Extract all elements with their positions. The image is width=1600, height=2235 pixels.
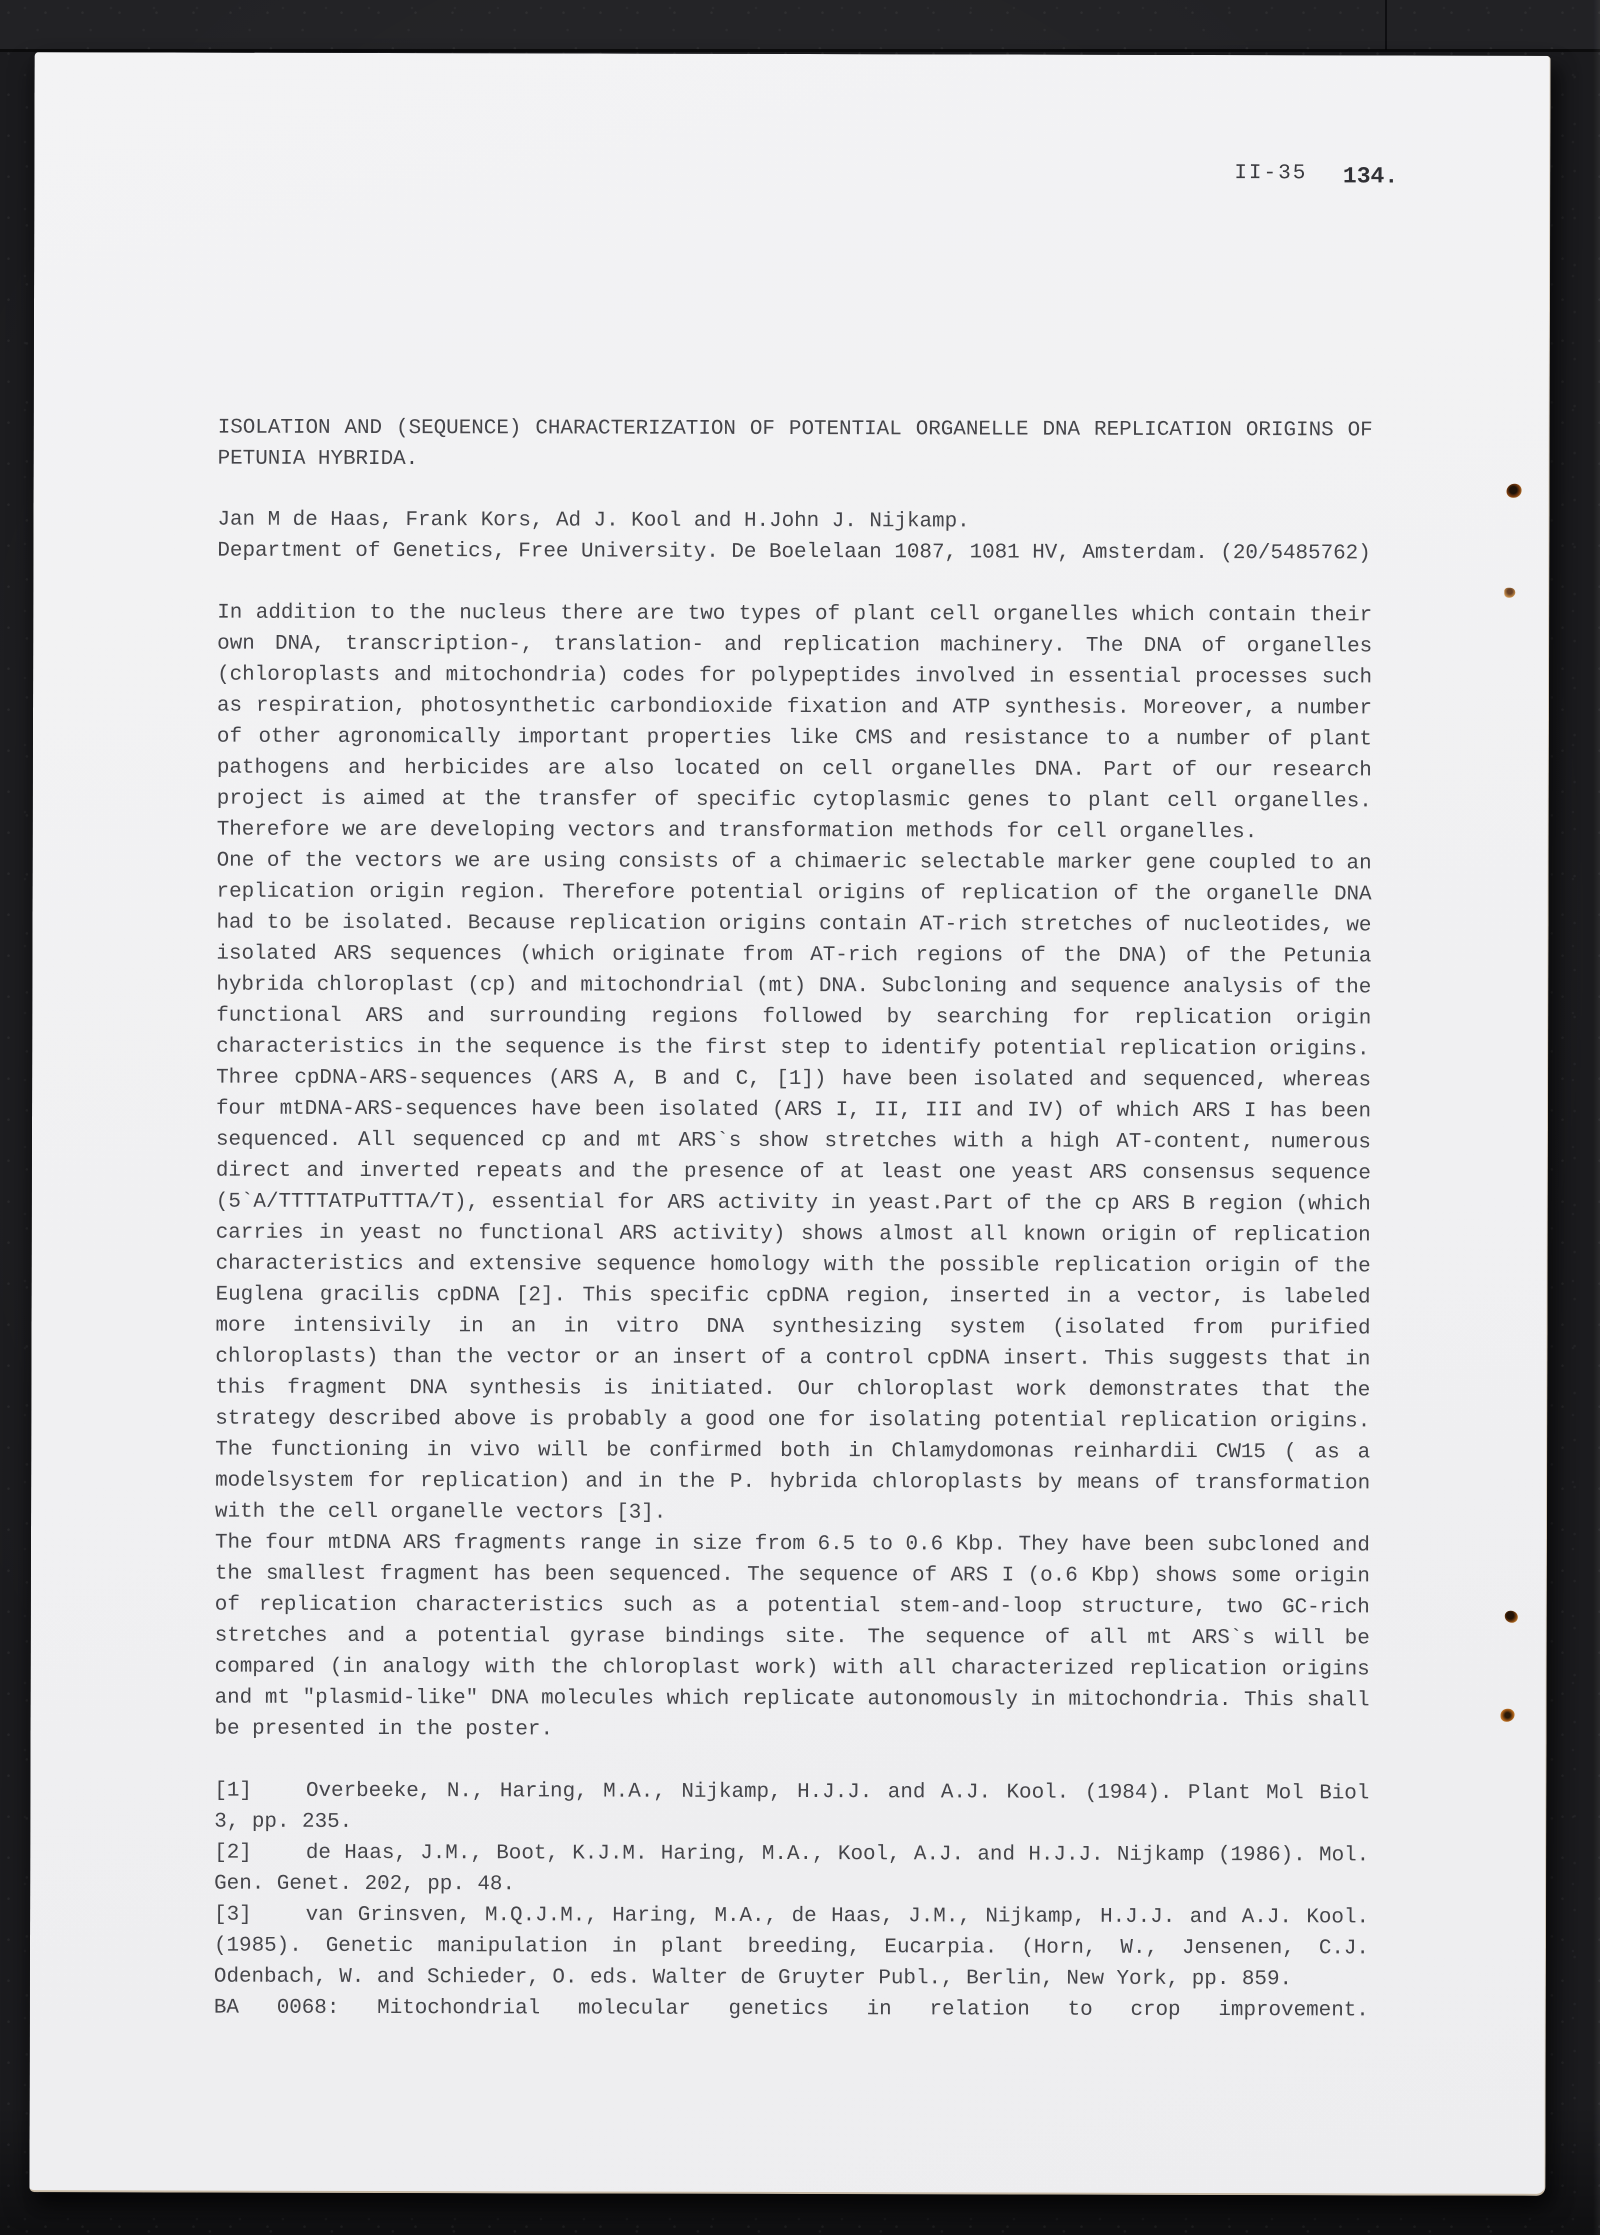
footer-line: BA 0068: Mitochondrial molecular genetics in relation to crop improvement.: [213, 1996, 1369, 2023]
backdrop-top-band: [0, 0, 1600, 49]
abstract-paragraph-3: Three cpDNA-ARS-sequences (ARS A, B and C, [1]) have been isolated and sequenced, whereas four mtDNA-ARS-sequences have been isolated (ARS I, II, III and IV) of which ARS I has been sequenced. All sequenced cp and mt ARS`s show stretches with a high AT-content, numerous direct and inverted repeats and the presence of at least one yeast ARS consensus sequence (5`A/TTTTATPuTTTA/T), essential for ARS activity in yeast.Part of the cp ARS B region (which carries in yeast no functional ARS activity) shows almost all known origin of replication characteristics and extensive sequence homology with the possible replication origin of the Euglena gracilis cpDNA [2]. This specific cpDNA region, inserted in a vector, is labeled more intensivily in an in vitro DNA synthesizing system (isolated from purified chloroplasts) than the vector or an insert of a control cpDNA insert. This suggests that in this fragment DNA synthesis is initiated. Our chloroplast work demonstrates that the strategy described above is probably a good one for isolating potential replication origins. The functioning in vivo will be confirmed both in Chlamydomonas reinhardii CW15 ( as a modelsystem for replication) and in the P. hybrida chloroplasts by means of transformation with the cell organelle vectors [3].: [215, 1066, 1372, 1525]
backdrop-right-edge: [1593, 0, 1600, 2235]
document-page: [29, 52, 1550, 2196]
backdrop-seam-horizontal: [0, 49, 1600, 52]
abstract-paragraph-1: In addition to the nucleus there are two types of plant cell organelles which contain their own DNA, transcription-, translation- and replication machinery. The DNA of organelles (chloroplasts and mitochondria) codes for polypeptides involved in essential processes such as respiration, photosynthetic carbondioxide fixation and ATP synthesis. Moreover, a number of other agronomically important properties like CMS and resistance to a number of plant pathogens and herbicides are also located on cell organelles DNA. Part of our research project is aimed at the transfer of specific cytoplasmic genes to plant cell organelles. Therefore we are developing vectors and transformation methods for cell organelles.: [216, 601, 1373, 845]
reference-text-3: van Grinsven, M.Q.J.M., Haring, M.A., de Haas, J.M., Nijkamp, H.J.J. and A.J. Kool. (1985). Genetic manipulation in plant breeding, Eucarpia. (Horn, W., Jensenen, C.J. Odenbach, W. and Schieder, O. eds. Walter de Gruyter Publ., Berlin, New York, pp. 859.: [213, 1903, 1370, 1992]
reference-label-1: [1]: [214, 1779, 253, 1803]
affiliation-line: Department of Genetics, Free University. De Boelelaan 1087, 1081 HV, Amsterdam. (20/5485762): [217, 539, 1371, 566]
reference-text-2: de Haas, J.M., Boot, K.J.M. Haring, M.A., Kool, A.J. and H.J.J. Nijkamp (1986). Mol. Gen. Genet. 202, pp. 48.: [214, 1841, 1370, 1897]
document-title: ISOLATION AND (SEQUENCE) CHARACTERIZATION OF POTENTIAL ORGANELLE DNA REPLICATION ORIGINS OF PETUNIA HYBRIDA.: [217, 416, 1373, 472]
page-number: 134.: [1342, 163, 1399, 190]
reference-list: [214, 1776, 1370, 1996]
abstract-body: [214, 598, 1372, 1748]
reference-text-1: Overbeeke, N., Haring, M.A., Nijkamp, H.J.J. and A.J. Kool. (1984). Plant Mol Biol 3, pp. 235.: [214, 1779, 1370, 1834]
reference-item-2: [214, 1838, 1369, 1903]
page-content: [30, 52, 1550, 2027]
authors-block: [217, 505, 1372, 570]
session-code: II-35: [1234, 162, 1308, 186]
reference-label-3: [3]: [214, 1903, 252, 1927]
stain-mark: [1505, 1611, 1518, 1623]
reference-item-3: [214, 1900, 1369, 1996]
abstract-paragraph-4: The four mtDNA ARS fragments range in size from 6.5 to 0.6 Kbp. They have been subcloned and the smallest fragment has been sequenced. The sequence of ARS I (o.6 Kbp) shows some origin of replication characteristics such as a potential stem-and-loop structure, two GC-rich stretches and a potential gyrase bindings site. The sequence of all mt ARS`s will be compared (in analogy with the chloroplast work) with all characterized replication origins and mt "plasmid-like" DNA molecules which replicate autonomously in mitochondria. This shall be presented in the poster.: [214, 1531, 1370, 1742]
reference-label-2: [2]: [214, 1841, 252, 1865]
backdrop-seam-vertical: [1385, 0, 1387, 50]
abstract-paragraph-2: One of the vectors we are using consists of a chimaeric selectable marker gene coupled to an replication origin region. Therefore potential origins of replication of the organelle DNA had to be isolated. Because replication origins contain AT-rich stretches of nucleotides, we isolated ARS sequences (which originate from AT-rich regions of the DNA) of the Petunia hybrida chloroplast (cp) and mitochondrial (mt) DNA. Subcloning and sequence analysis of the functional ARS and surrounding regions followed by searching for replication origin characteristics in the sequence is the first step to identify potential replication origins.: [216, 849, 1372, 1062]
authors-line: Jan M de Haas, Frank Kors, Ad J. Kool and H.John J. Nijkamp.: [217, 508, 970, 534]
reference-item-1: [214, 1776, 1369, 1841]
